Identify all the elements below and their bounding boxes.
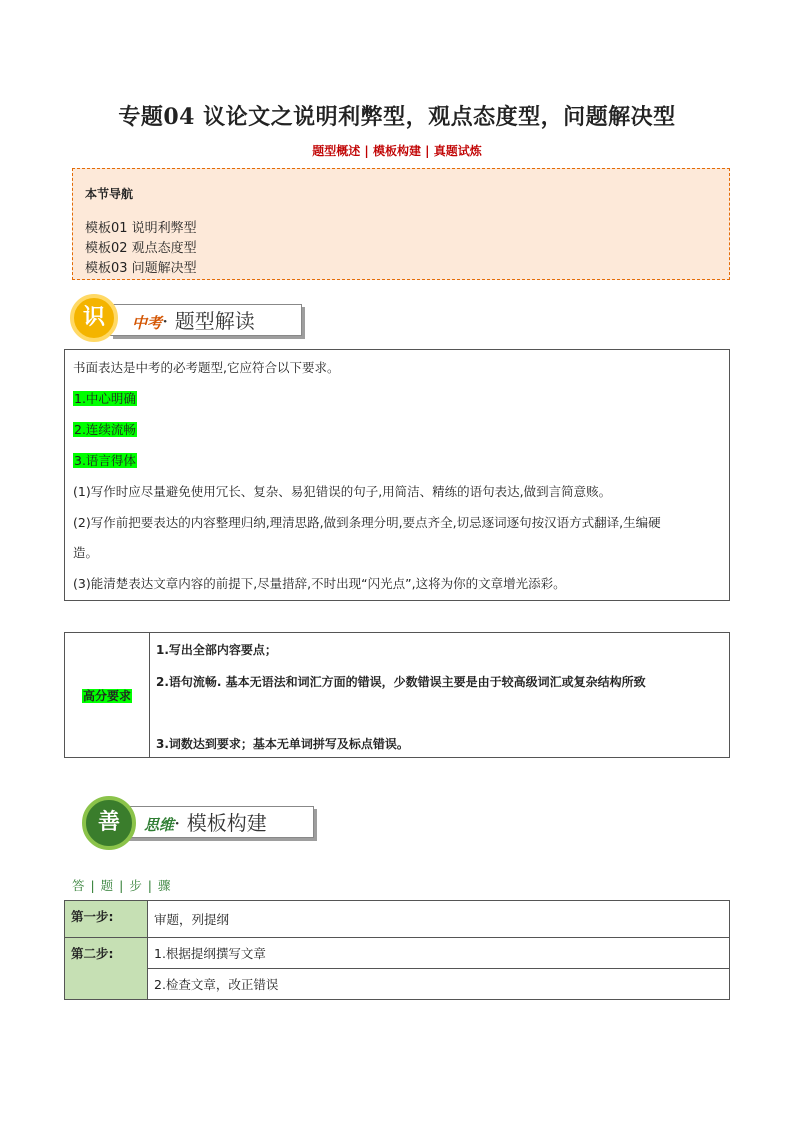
badge-text <box>144 807 267 836</box>
nav-heading: 本节导航 <box>85 187 134 201</box>
info-point-2: 2.连续流畅 <box>74 422 136 437</box>
req-item-1: 1.写出全部内容要点； <box>156 643 277 657</box>
req-item-3: 3.词数达到要求；基本无单词拼写及标点错误。 <box>156 737 409 751</box>
section-navigation-box <box>72 168 730 280</box>
req-label: 高分要求 <box>82 688 131 703</box>
badge-text <box>132 305 255 334</box>
badge-prefix: 中考 <box>132 314 163 332</box>
badge-prefix: 思维 <box>144 816 175 834</box>
badge-label: · 题型解读 <box>162 309 255 333</box>
step-2-label: 第二步: <box>65 938 148 1000</box>
table-row <box>65 938 730 969</box>
nav-item-template-01: 模板01 说明利弊型 <box>85 221 197 236</box>
nav-item-template-03: 模板03 问题解决型 <box>85 261 197 276</box>
req-content-cell <box>150 633 730 758</box>
info-point-1: 1.中心明确 <box>74 391 136 406</box>
badge-label: · 模板构建 <box>174 811 267 835</box>
answer-steps-table <box>64 900 730 1000</box>
badge-glyph: 识 <box>82 305 105 330</box>
step-2-item-2: 2.检查文章，改正错误 <box>148 969 730 1000</box>
answer-steps-label: 答 | 题 | 步 | 骤 <box>72 878 172 893</box>
info-point-3: 3.语言得体 <box>74 453 136 468</box>
nav-item-template-02: 模板02 观点态度型 <box>85 241 197 256</box>
step-2-item-1: 1.根据提纲撰写文章 <box>148 938 730 969</box>
requirements-info-box <box>64 349 730 601</box>
info-note-3: (3)能清楚表达文章内容的前提下,尽量措辞,不时出现“闪光点”,这将为你的文章增光添彩。 <box>73 576 566 591</box>
info-intro: 书面表达是中考的必考题型,它应符合以下要求。 <box>73 360 340 375</box>
step-1-item-1: 审题，列提纲 <box>148 901 730 938</box>
section-badge-interpretation <box>70 294 310 338</box>
badge-glyph: 善 <box>97 810 120 835</box>
req-item-2: 2.语句流畅. 基本无语法和词汇方面的错误，少数错误主要是由于较高级词汇或复杂结构所致 <box>156 675 646 689</box>
info-note-2-cont: 造。 <box>73 545 99 560</box>
info-note-2: (2)写作前把要表达的内容整理归纳,理清思路,做到条理分明,要点齐全,切忌逐词逐句按汉语方式翻译,生编硬 <box>73 515 661 530</box>
info-note-1: (1)写作时应尽量避免使用冗长、复杂、易犯错误的句子,用简洁、精练的语句表达,做到言简意赅。 <box>73 484 612 499</box>
page-title: 专题04 议论文之说明利弊型，观点态度型，问题解决型 <box>118 104 676 130</box>
table-row <box>65 969 730 1000</box>
table-row <box>65 901 730 938</box>
step-1-label: 第一步: <box>65 901 148 938</box>
high-score-requirements-table <box>64 632 730 758</box>
req-label-cell <box>65 633 150 758</box>
section-subnav: 题型概述 | 模板构建 | 真题试炼 <box>312 144 482 158</box>
section-badge-template <box>82 796 322 840</box>
